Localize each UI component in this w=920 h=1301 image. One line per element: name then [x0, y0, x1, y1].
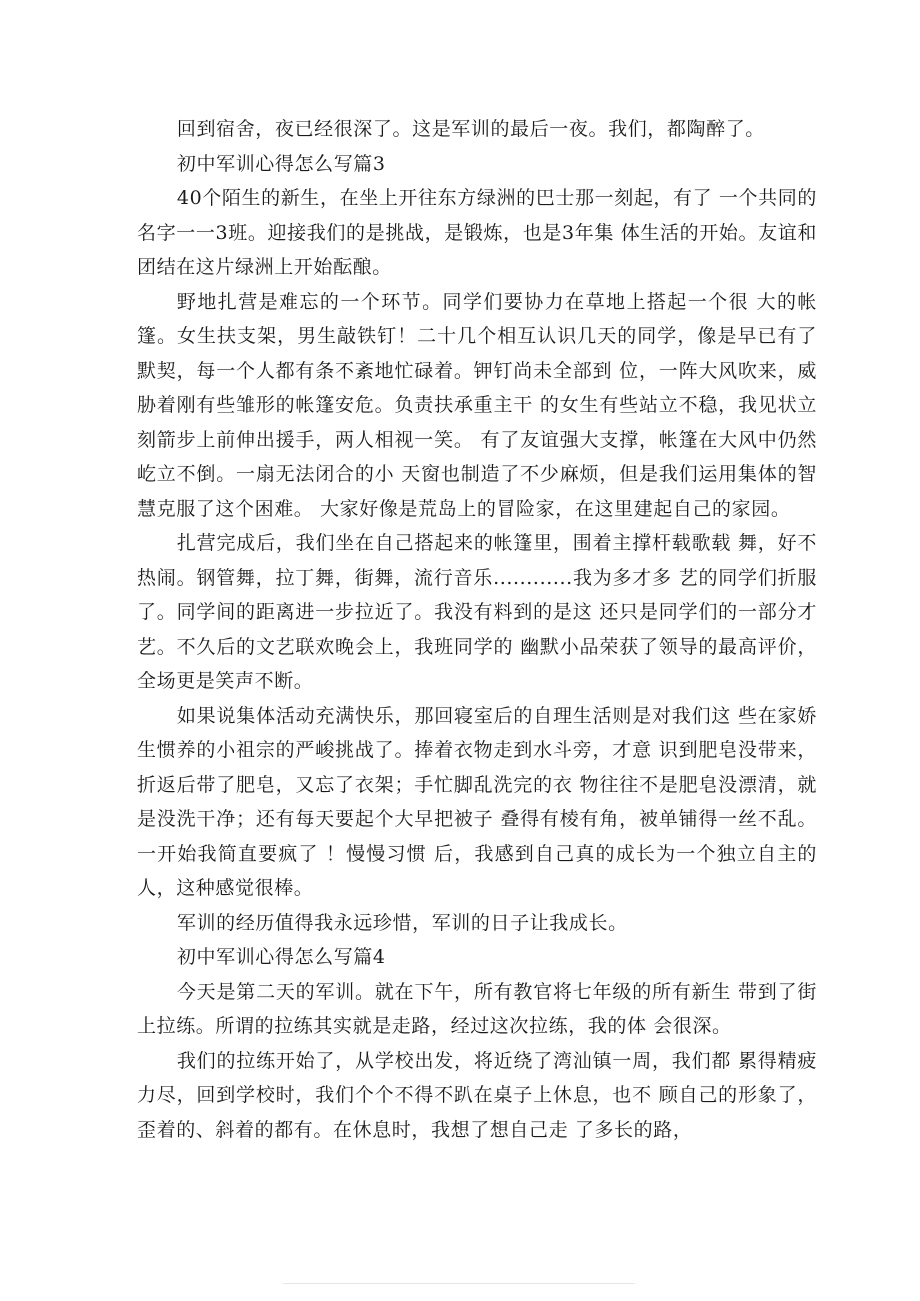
- paragraph-self-care: 如果说集体活动充满快乐，那回寝室后的自理生活则是对我们这 些在家娇生惯养的小祖宗的严峻挑战了。捧着衣物走到水斗旁，才意 识到肥皂没带来，折返后带了肥皂，又忘了衣架；手忙脚乱洗完的衣 物往往不是肥皂没漂清，就是没洗干净；还有每天要起个大早把被子 叠得有棱有角，被单铺得一丝不乱。一开始我简直要疯了 ！慢慢习惯 后，我感到自己真的成长为一个独立自主的人，这种感觉很棒。: [137, 704, 817, 899]
- section-heading-4: 初中军训心得怎么写篇4: [176, 946, 386, 968]
- paragraph-talents: 扎营完成后，我们坐在自己搭起来的帐篷里，围着主撑杆载歌载 舞，好不热闹。钢管舞，拉丁舞，街舞，流行音乐............我为多才多 艺的同学们折服了。同学间的距离进一步拉近了。我没有料到的是这 还只是同学们的一部分才艺。不久后的文艺联欢晚会上，我班同学的 幽默小品荣获了领导的最高评价，全场更是笑声不断。: [137, 532, 817, 692]
- paragraph-class-3-intro: 40个陌生的新生，在坐上开往东方绿洲的巴士那一刻起，有了 一个共同的名字一一3班。迎接我们的是挑战，是锻炼，也是3年集 体生活的开始。友谊和团结在这片绿洲上开始酝酿。: [137, 187, 817, 278]
- paragraph-closing-night: 回到宿舍，夜已经很深了。这是军训的最后一夜。我们，都陶醉了。: [176, 118, 765, 140]
- document-body: [137, 112, 817, 1147]
- paragraph-camping: 野地扎营是难忘的一个环节。同学们要协力在草地上搭起一个很 大的帐篷。女生扶支架，男生敲铁钉！二十几个相互认识几天的同学，像是早已有了默契，每一个人都有条不紊地忙碌着。钾钉尚未全部到 位，一阵大风吹来，威胁着刚有些雏形的帐篷安危。负责扶承重主干 的女生有些站立不稳，我见状立刻箭步上前伸出援手，两人相视一笑。 有了友谊强大支撑，帐篷在大风中仍然屹立不倒。一扇无法闭合的小 天窗也制造了不少麻烦，但是我们运用集体的智慧克服了这个困难。 大家好像是荒岛上的冒险家，在这里建起自己的家园。: [137, 290, 817, 520]
- paragraph-conclusion: 军训的经历值得我永远珍惜，军训的日子让我成长。: [176, 911, 628, 934]
- section-heading-3: 初中军训心得怎么写篇3: [176, 152, 386, 175]
- page-bottom-divider: [283, 1283, 635, 1284]
- paragraph-day-two: 今天是第二天的军训。就在下午，所有教官将七年级的所有新生 带到了街上拉练。所谓的拉练其实就是走路，经过这次拉练，我的体 会很深。: [137, 980, 817, 1037]
- paragraph-march: 我们的拉练开始了，从学校出发，将近绕了湾汕镇一周，我们都 累得精疲力尽，回到学校时，我们个个不得不趴在桌子上休息，也不 顾自己的形象了，歪着的、斜着的都有。在休息时，我想了想自己走 了多长的路，: [137, 1049, 817, 1141]
